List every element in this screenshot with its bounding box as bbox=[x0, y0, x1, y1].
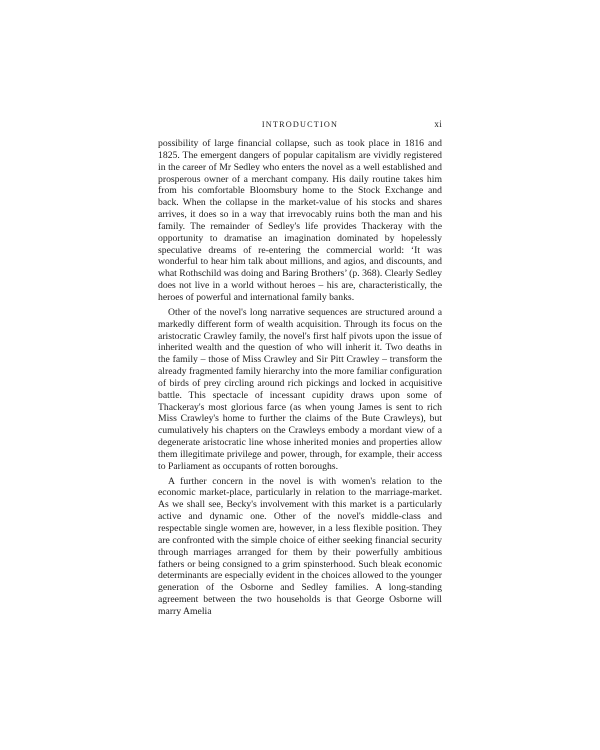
paragraph-3: A further concern in the novel is with women's relation to the economic market-place, particularly in relation to the marriage-market. As we shall see, Becky's involvement with this market is a particularly active and dynamic one. Other of the novel's middle-class and respectable single women are, however, in a less flexible position. They are confronted with the simple choice of either seeking financial security through marriages arranged for them by their powerfully ambitious fathers or being consigned to a grim spinsterhood. Such bleak economic determinants are especially evident in the choices allowed to the younger generation of the Osborne and Sedley families. A long-standing agreement between the two households is that George Osborne will marry Amelia bbox=[158, 475, 442, 617]
running-head-title: INTRODUCTION bbox=[261, 120, 339, 129]
running-head bbox=[158, 118, 442, 132]
paragraph-2: Other of the novel's long narrative sequences are structured around a markedly different form of wealth acquisition. Through its focus on the aristocratic Crawley family, the novel's first half pivots upon the issue of inherited wealth and the question of who will inherit it. Two deaths in the family – those of Miss Crawley and Sir Pitt Crawley – transform the already fragmented family hierarchy into the more familiar configuration of birds of prey circling around rich pickings and locked in acquisitive battle. This spectacle of incessant cupidity draws upon some of Thackeray's most glorious farce (as when young James is sent to rich Miss Crawley's home to further the claims of the Bute Crawleys), but cumulatively his chapters on the Crawleys embody a mordant view of a degenerate aristocratic line whose inherited monies and properties allow them illegitimate privilege and power, through, for example, their access to Parliament as occupants of rotten boroughs. bbox=[158, 306, 442, 472]
body-text bbox=[158, 138, 442, 618]
page-number: xi bbox=[434, 119, 442, 129]
paragraph-1: possibility of large financial collapse, such as took place in 1816 and 1825. The emergent dangers of popular capitalism are vividly registered in the career of Mr Sedley who enters the novel as a well established and prosperous owner of a merchant company. His daily routine takes him from his comfortable Bloomsbury home to the Stock Exchange and back. When the collapse in the market-value of his stocks and shares arrives, it does so in a way that irrevocably ruins both the man and his family. The remainder of Sedley's life provides Thackeray with the opportunity to dramatise an imagination dominated by hopelessly speculative dreams of re-entering the commercial world: ‘It was wonderful to hear him talk about millions, and agios, and discounts, and what Rothschild was doing and Baring Brothers’ (p. 368). Clearly Sedley does not live in a world without heroes – his are, characteristically, the heroes of powerful and international family banks. bbox=[158, 138, 442, 303]
book-page bbox=[158, 118, 442, 621]
